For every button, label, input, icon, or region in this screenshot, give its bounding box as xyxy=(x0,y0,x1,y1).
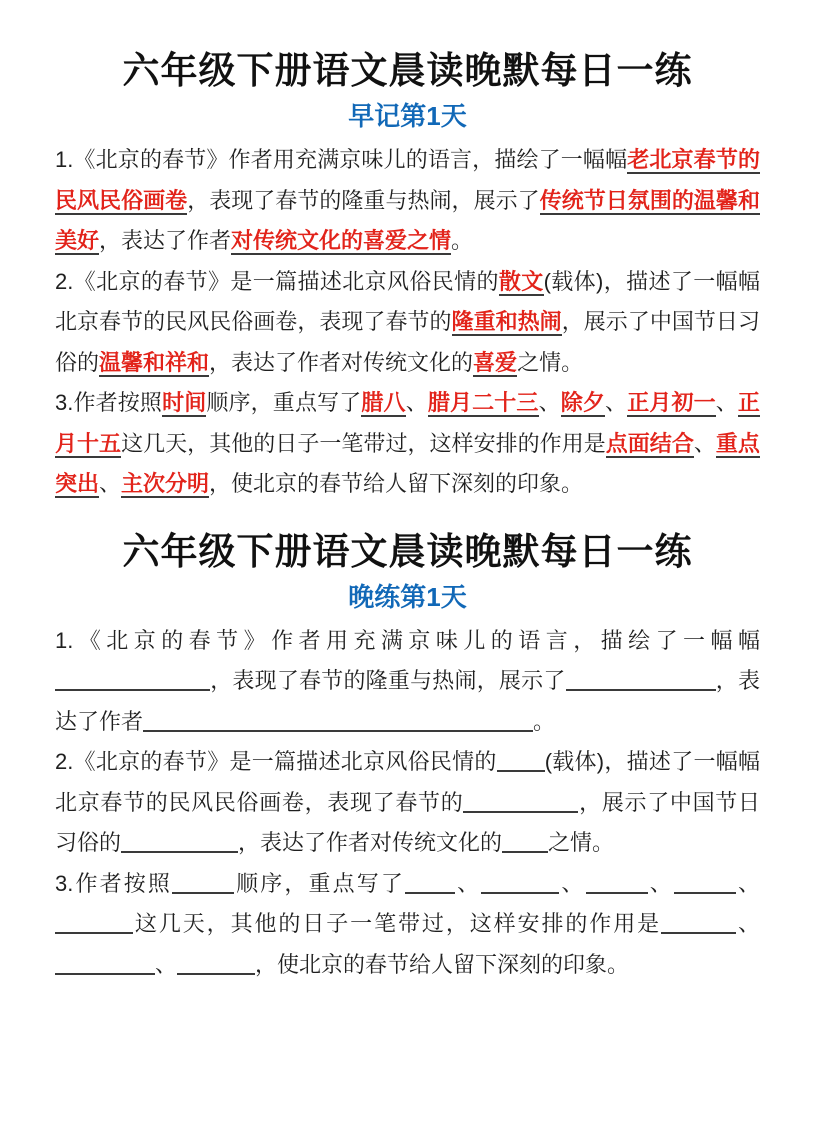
body-text-run: 、 xyxy=(155,951,178,977)
worksheet-title-repeat: 六年级下册语文晨读晚默每日一练 xyxy=(122,528,693,573)
question-paragraph xyxy=(55,262,760,384)
fill-in-blank-line xyxy=(55,670,210,691)
body-text-run: 3.作者按照 xyxy=(55,870,172,896)
body-text-run: (载体)，描述了一幅幅北京春节的民风民俗画卷，表现了春节的 xyxy=(55,749,761,815)
answer-text: 隆重和热闹 xyxy=(451,309,562,334)
morning-day-label: 早记第1天 xyxy=(348,101,467,131)
question-paragraph xyxy=(55,742,760,864)
fill-in-blank-line xyxy=(674,873,736,894)
fill-in-blank-line xyxy=(463,792,578,813)
body-text-run: 、 xyxy=(736,911,760,936)
body-text-run: 、 xyxy=(405,390,428,415)
body-text-run: ，表现了春节的隆重与热闹，展示了 xyxy=(210,668,566,693)
body-text-run: 。 xyxy=(451,228,474,253)
body-text-run: 。 xyxy=(533,708,556,734)
fill-in-blank-line xyxy=(143,711,533,732)
body-text-run: ，使北京的春节给人留下深刻的印象。 xyxy=(255,951,630,977)
answered-questions xyxy=(55,140,760,505)
question-paragraph xyxy=(55,621,760,743)
body-text-run: 顺序，重点写了 xyxy=(234,870,406,896)
answer-text: 传统节日氛围的温馨和美好 xyxy=(55,187,760,253)
answer-text: 正月初一 xyxy=(627,390,716,415)
answer-text: 重点突出 xyxy=(55,430,760,496)
body-text-run: 之情。 xyxy=(517,349,584,375)
body-text-run: ，表现了春节的隆重与热闹，展示了 xyxy=(187,187,540,213)
body-text-run: ，展示了中国节日习俗的 xyxy=(55,309,760,375)
fill-in-blank-line xyxy=(121,832,238,853)
body-text-run: 之情。 xyxy=(548,830,615,855)
body-text-run: 、 xyxy=(735,870,760,896)
evening-day-label: 晚练第1天 xyxy=(348,581,467,612)
answer-text: 喜爱 xyxy=(473,349,518,375)
question-paragraph xyxy=(55,864,760,986)
answer-text: 对传统文化的喜爱之情 xyxy=(231,228,452,253)
answer-text: 时间 xyxy=(162,390,207,415)
body-text-run: 2.《北京的春节》是一篇描述北京风俗民情的 xyxy=(55,268,499,294)
body-text-run: 这几天，其他的日子一笔带过，这样安排的作用是 xyxy=(133,911,662,936)
answer-text: 点面结合 xyxy=(605,430,694,456)
fill-in-blank-line xyxy=(502,832,548,853)
fill-in-blank-line xyxy=(55,954,155,975)
answer-text: 腊八 xyxy=(361,390,406,415)
body-text-run: ，展示了中国节日习俗的 xyxy=(55,789,760,855)
body-text-run: 、 xyxy=(647,870,674,896)
body-text-run: 、 xyxy=(605,390,628,415)
fill-in-blank-line xyxy=(566,670,716,691)
body-text-run: 3.作者按照 xyxy=(55,390,163,415)
answer-text: 正月十五 xyxy=(55,390,760,456)
answer-text: 主次分明 xyxy=(121,471,210,496)
fill-in-blank-line xyxy=(497,751,545,772)
body-text-run: 、 xyxy=(99,471,122,496)
answer-text: 老北京春节的民风民俗画卷 xyxy=(55,147,760,213)
fill-in-blank-line xyxy=(586,873,648,894)
body-text-run: 、 xyxy=(693,430,716,456)
body-text-run: 这几天，其他的日子一笔带过，这样安排的作用是 xyxy=(121,430,606,456)
body-text-run: 1.《北京的春节》作者用充满京味儿的语言，描绘了一幅幅 xyxy=(55,627,760,653)
fill-in-blank-line xyxy=(172,873,234,894)
fill-in-blank-questions xyxy=(55,621,760,986)
body-text-run: ，表达了作者 xyxy=(99,228,232,253)
body-text-run: 、 xyxy=(455,870,482,896)
body-text-run: 顺序，重点写了 xyxy=(206,390,362,415)
fill-in-blank-line xyxy=(661,913,736,934)
fill-in-blank-line xyxy=(55,913,133,934)
answer-text: 散文 xyxy=(498,268,544,294)
fill-in-blank-line xyxy=(405,873,455,894)
answer-text: 温馨和祥和 xyxy=(99,349,210,375)
body-text-run: 2.《北京的春节》是一篇描述北京风俗民情的 xyxy=(55,749,497,774)
morning-memorize-section xyxy=(55,44,760,505)
answer-text: 除夕 xyxy=(560,390,606,415)
body-text-run: (载体)，描述了一幅幅北京春节的民风民俗画卷，表现了春节的 xyxy=(55,268,760,334)
question-paragraph xyxy=(55,140,760,262)
body-text-run: 1.《北京的春节》作者用充满京味儿的语言，描绘了一幅幅 xyxy=(55,147,628,172)
body-text-run: ，表达了作者对传统文化的 xyxy=(209,349,474,375)
fill-in-blank-line xyxy=(177,954,255,975)
body-text-run: 、 xyxy=(559,870,586,896)
body-text-run: 、 xyxy=(715,390,738,415)
fill-in-blank-line xyxy=(481,873,559,894)
evening-practice-section xyxy=(55,525,760,986)
body-text-run: ，表达了作者对传统文化的 xyxy=(238,830,503,855)
worksheet-title: 六年级下册语文晨读晚默每日一练 xyxy=(122,48,693,92)
answer-text: 腊月二十三 xyxy=(427,390,539,415)
body-text-run: 、 xyxy=(538,390,561,415)
body-text-run: ，表达了作者 xyxy=(55,668,760,734)
question-paragraph xyxy=(55,383,760,505)
body-text-run: ，使北京的春节给人留下深刻的印象。 xyxy=(209,471,584,496)
